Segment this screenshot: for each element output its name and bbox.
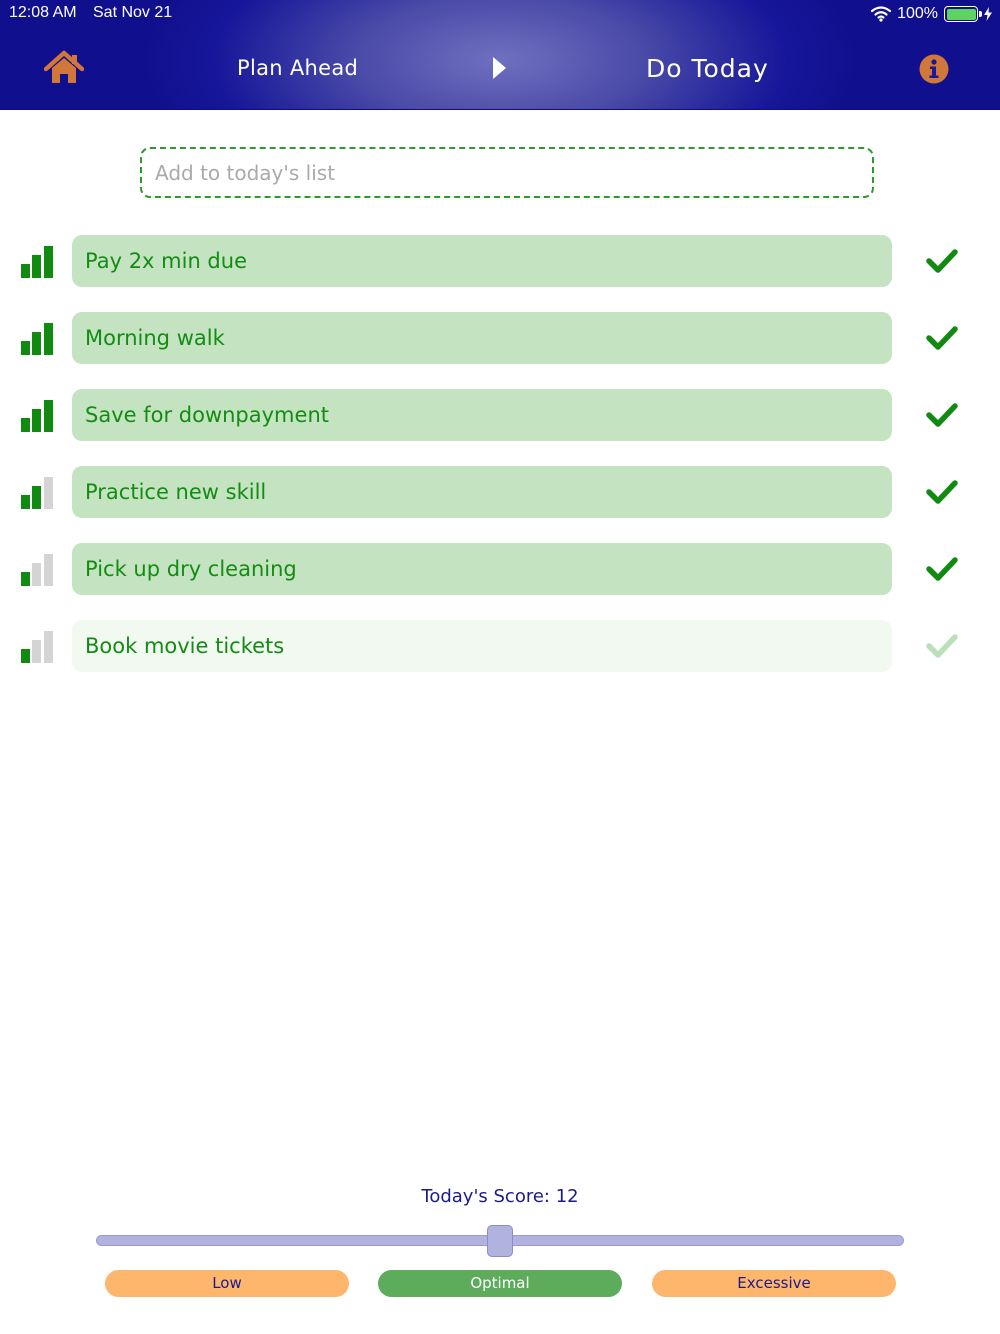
charging-icon: [984, 7, 992, 21]
battery-percent: 100%: [897, 5, 938, 22]
checkmark-icon[interactable]: [926, 479, 958, 505]
priority-bars-icon[interactable]: [21, 321, 55, 355]
add-task-input[interactable]: [140, 147, 874, 198]
task-label[interactable]: Pay 2x min due: [72, 235, 892, 287]
task-label[interactable]: Pick up dry cleaning: [72, 543, 892, 595]
task-label[interactable]: Book movie tickets: [72, 620, 892, 672]
band-optimal: Optimal: [378, 1270, 622, 1297]
task-row: [0, 389, 1000, 441]
home-icon[interactable]: [44, 50, 84, 86]
status-time: 12:08 AM: [9, 4, 77, 21]
priority-bars-icon[interactable]: [21, 398, 55, 432]
band-excessive: Excessive: [652, 1270, 896, 1297]
status-indicators: [871, 4, 992, 24]
priority-bars-icon[interactable]: [21, 629, 55, 663]
task-label[interactable]: Morning walk: [72, 312, 892, 364]
do-today-title: Do Today: [646, 54, 769, 83]
priority-bars-icon[interactable]: [21, 552, 55, 586]
wifi-icon: [871, 6, 891, 22]
top-bar: [0, 0, 1000, 110]
checkmark-icon[interactable]: [926, 248, 958, 274]
status-date: Sat Nov 21: [93, 4, 173, 21]
info-icon[interactable]: [919, 54, 949, 84]
checkmark-icon[interactable]: [926, 325, 958, 351]
plan-ahead-tab[interactable]: Plan Ahead: [237, 56, 359, 80]
task-row: [0, 312, 1000, 364]
task-row: [0, 466, 1000, 518]
band-low: Low: [105, 1270, 349, 1297]
priority-bars-icon[interactable]: [21, 475, 55, 509]
battery-icon: [944, 6, 978, 22]
task-label[interactable]: Practice new skill: [72, 466, 892, 518]
checkmark-icon[interactable]: [926, 402, 958, 428]
checkmark-icon[interactable]: [926, 633, 958, 659]
priority-bars-icon[interactable]: [21, 244, 55, 278]
task-row: [0, 543, 1000, 595]
score-slider-thumb[interactable]: [487, 1225, 513, 1257]
checkmark-icon[interactable]: [926, 556, 958, 582]
task-row: [0, 620, 1000, 672]
task-row: [0, 235, 1000, 287]
play-arrow-icon: [490, 55, 508, 81]
task-label[interactable]: Save for downpayment: [72, 389, 892, 441]
todays-score: Today's Score: 12: [421, 1186, 579, 1207]
